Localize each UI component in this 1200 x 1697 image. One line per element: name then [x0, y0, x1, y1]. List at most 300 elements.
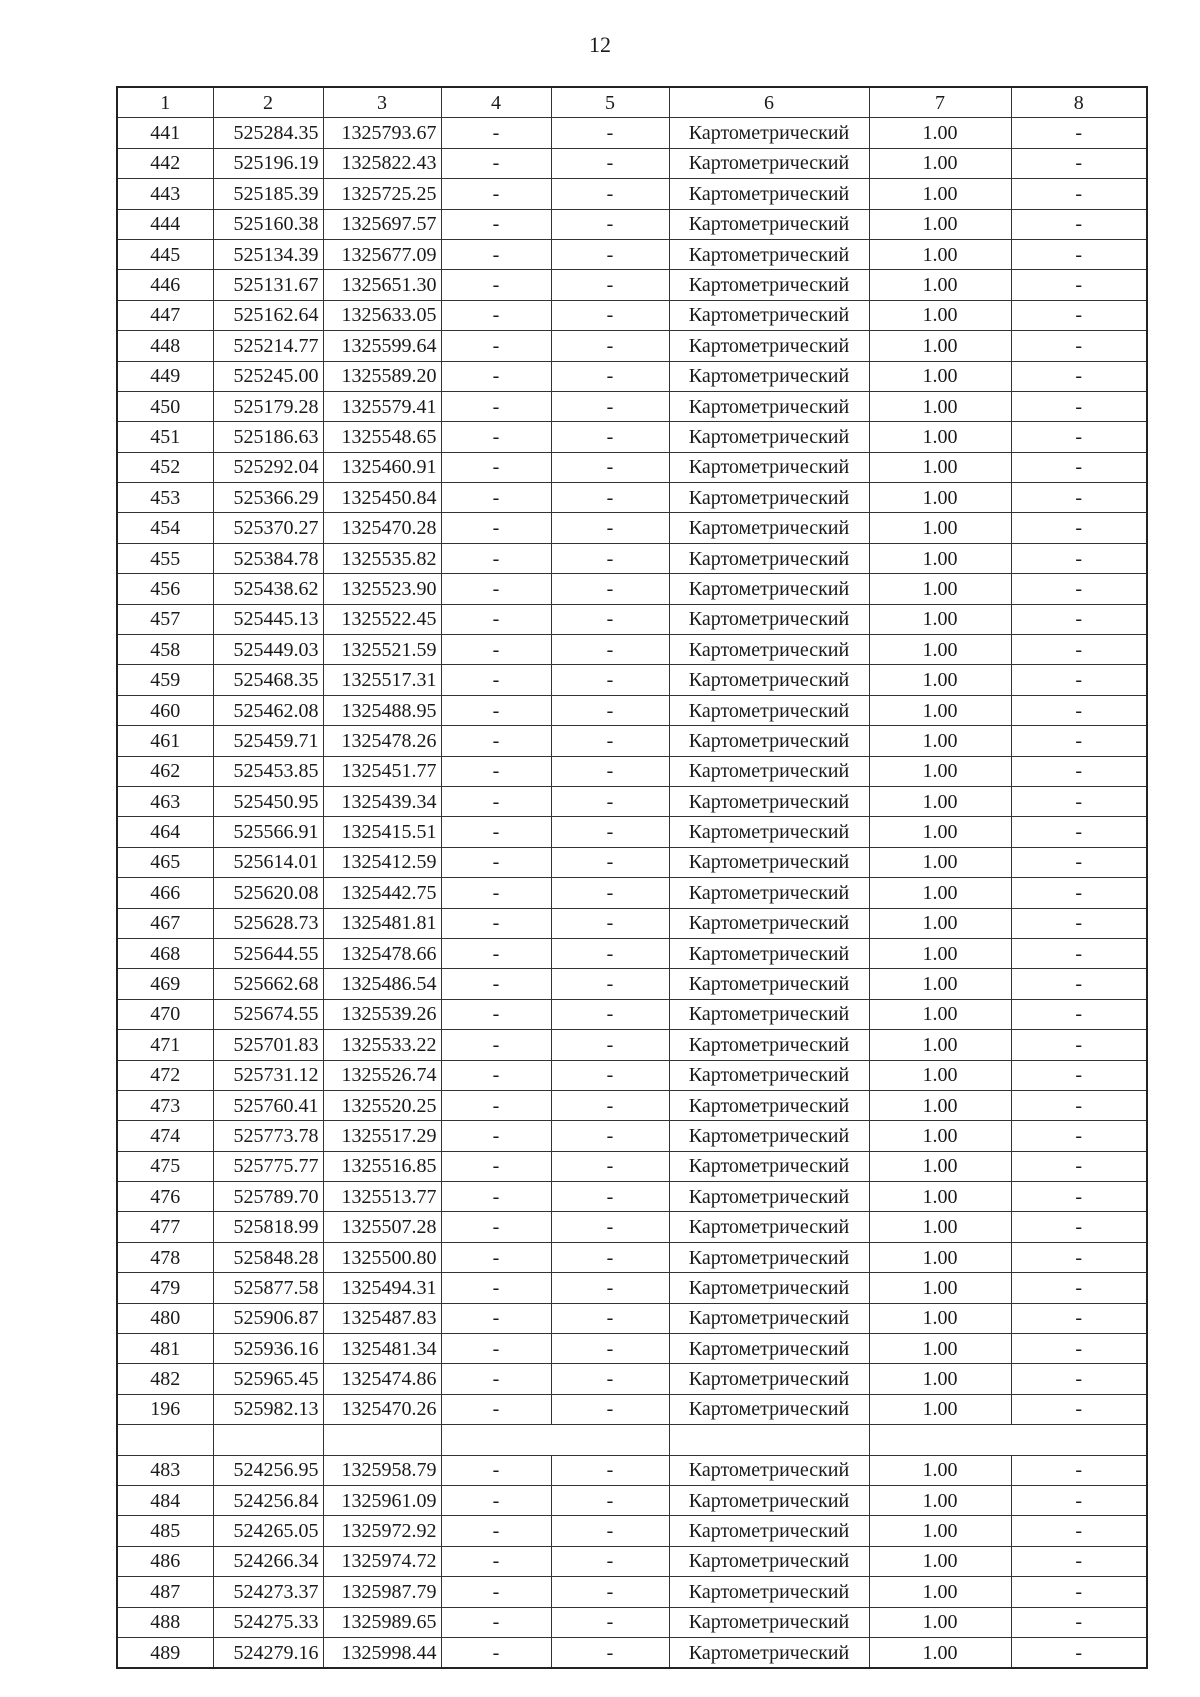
- column-header-5: 5: [551, 87, 669, 118]
- method-cell: Картометрический: [669, 1242, 869, 1272]
- coordinate-x-cell: 525366.29: [213, 483, 323, 513]
- column-4-value-cell: -: [441, 726, 551, 756]
- coordinate-y-cell: 1325488.95: [323, 695, 441, 725]
- column-8-value-cell: -: [1011, 118, 1147, 148]
- column-8-value-cell: -: [1011, 1030, 1147, 1060]
- table-row: [117, 331, 1147, 361]
- column-8-value-cell: -: [1011, 239, 1147, 269]
- column-4-value-cell: -: [441, 209, 551, 239]
- coordinate-x-cell: 525453.85: [213, 756, 323, 786]
- column-5-value-cell: -: [551, 635, 669, 665]
- column-8-value-cell: -: [1011, 635, 1147, 665]
- table-row: [117, 239, 1147, 269]
- coordinate-y-cell: 1325822.43: [323, 148, 441, 178]
- table-row: [117, 209, 1147, 239]
- method-cell: Картометрический: [669, 239, 869, 269]
- table-row: [117, 300, 1147, 330]
- accuracy-cell: 1.00: [869, 665, 1011, 695]
- column-4-value-cell: -: [441, 908, 551, 938]
- column-8-value-cell: -: [1011, 1242, 1147, 1272]
- column-4-value-cell: -: [441, 1121, 551, 1151]
- column-5-value-cell: -: [551, 756, 669, 786]
- coordinate-y-cell: 1325500.80: [323, 1242, 441, 1272]
- point-number-cell: 489: [117, 1637, 213, 1668]
- coordinate-y-cell: 1325548.65: [323, 422, 441, 452]
- method-cell: Картометрический: [669, 878, 869, 908]
- column-8-value-cell: -: [1011, 422, 1147, 452]
- column-4-value-cell: -: [441, 148, 551, 178]
- accuracy-cell: 1.00: [869, 1607, 1011, 1637]
- coordinate-y-cell: 1325697.57: [323, 209, 441, 239]
- method-cell: Картометрический: [669, 148, 869, 178]
- coordinate-x-cell: 525445.13: [213, 604, 323, 634]
- coordinate-y-cell: 1325961.09: [323, 1485, 441, 1515]
- coordinate-y-cell: 1325513.77: [323, 1182, 441, 1212]
- coordinate-y-cell: 1325450.84: [323, 483, 441, 513]
- coordinate-x-cell: 525284.35: [213, 118, 323, 148]
- point-number-cell: 466: [117, 878, 213, 908]
- coordinate-x-cell: 525185.39: [213, 179, 323, 209]
- coordinate-x-cell: 525773.78: [213, 1121, 323, 1151]
- column-4-value-cell: -: [441, 1485, 551, 1515]
- method-cell: Картометрический: [669, 1455, 869, 1485]
- point-number-cell: 443: [117, 179, 213, 209]
- coordinate-x-cell: 525789.70: [213, 1182, 323, 1212]
- table-row: [117, 1090, 1147, 1120]
- coordinate-x-cell: 525701.83: [213, 1030, 323, 1060]
- coordinate-x-cell: 525134.39: [213, 239, 323, 269]
- point-number-cell: 454: [117, 513, 213, 543]
- column-4-value-cell: -: [441, 1364, 551, 1394]
- column-4-value-cell: -: [441, 969, 551, 999]
- column-4-value-cell: -: [441, 1577, 551, 1607]
- column-header-3: 3: [323, 87, 441, 118]
- point-number-cell: 485: [117, 1516, 213, 1546]
- table-row: [117, 604, 1147, 634]
- column-8-value-cell: -: [1011, 209, 1147, 239]
- accuracy-cell: 1.00: [869, 543, 1011, 573]
- coordinate-y-cell: 1325412.59: [323, 847, 441, 877]
- column-8-value-cell: -: [1011, 1060, 1147, 1090]
- column-4-value-cell: -: [441, 513, 551, 543]
- accuracy-cell: 1.00: [869, 270, 1011, 300]
- accuracy-cell: 1.00: [869, 1455, 1011, 1485]
- point-number-cell: 452: [117, 452, 213, 482]
- point-number-cell: 441: [117, 118, 213, 148]
- column-8-value-cell: -: [1011, 1516, 1147, 1546]
- empty-cell: [869, 1425, 1147, 1455]
- column-5-value-cell: -: [551, 1121, 669, 1151]
- coordinate-y-cell: 1325481.34: [323, 1334, 441, 1364]
- column-5-value-cell: -: [551, 239, 669, 269]
- column-5-value-cell: -: [551, 452, 669, 482]
- coordinate-x-cell: 524266.34: [213, 1546, 323, 1576]
- coordinates-table: [116, 86, 1148, 1669]
- accuracy-cell: 1.00: [869, 1334, 1011, 1364]
- column-8-value-cell: -: [1011, 938, 1147, 968]
- coordinate-x-cell: 525468.35: [213, 665, 323, 695]
- coordinate-y-cell: 1325633.05: [323, 300, 441, 330]
- method-cell: Картометрический: [669, 999, 869, 1029]
- coordinate-x-cell: 525936.16: [213, 1334, 323, 1364]
- column-5-value-cell: -: [551, 179, 669, 209]
- method-cell: Картометрический: [669, 1485, 869, 1515]
- point-number-cell: 459: [117, 665, 213, 695]
- coordinate-x-cell: 525384.78: [213, 543, 323, 573]
- point-number-cell: 449: [117, 361, 213, 391]
- table-row: [117, 817, 1147, 847]
- column-5-value-cell: -: [551, 1030, 669, 1060]
- method-cell: Картометрический: [669, 1607, 869, 1637]
- coordinate-y-cell: 1325460.91: [323, 452, 441, 482]
- coordinate-x-cell: 525370.27: [213, 513, 323, 543]
- accuracy-cell: 1.00: [869, 1637, 1011, 1668]
- coordinate-y-cell: 1325521.59: [323, 635, 441, 665]
- accuracy-cell: 1.00: [869, 1090, 1011, 1120]
- table-row: [117, 452, 1147, 482]
- column-5-value-cell: -: [551, 665, 669, 695]
- empty-cell: [323, 1425, 441, 1455]
- method-cell: Картометрический: [669, 604, 869, 634]
- column-8-value-cell: -: [1011, 1637, 1147, 1668]
- point-number-cell: 461: [117, 726, 213, 756]
- coordinate-x-cell: 525982.13: [213, 1394, 323, 1424]
- point-number-cell: 450: [117, 391, 213, 421]
- column-8-value-cell: -: [1011, 179, 1147, 209]
- column-8-value-cell: -: [1011, 1455, 1147, 1485]
- method-cell: Картометрический: [669, 300, 869, 330]
- coordinate-x-cell: 525674.55: [213, 999, 323, 1029]
- table-row: [117, 756, 1147, 786]
- coordinate-y-cell: 1325589.20: [323, 361, 441, 391]
- column-8-value-cell: -: [1011, 1303, 1147, 1333]
- coordinate-y-cell: 1325470.28: [323, 513, 441, 543]
- column-8-value-cell: -: [1011, 452, 1147, 482]
- point-number-cell: 487: [117, 1577, 213, 1607]
- column-8-value-cell: -: [1011, 543, 1147, 573]
- method-cell: Картометрический: [669, 726, 869, 756]
- column-header-8: 8: [1011, 87, 1147, 118]
- point-number-cell: 470: [117, 999, 213, 1029]
- column-5-value-cell: -: [551, 483, 669, 513]
- column-5-value-cell: -: [551, 1090, 669, 1120]
- table-row: [117, 1607, 1147, 1637]
- column-8-value-cell: -: [1011, 817, 1147, 847]
- accuracy-cell: 1.00: [869, 1273, 1011, 1303]
- column-5-value-cell: -: [551, 847, 669, 877]
- method-cell: Картометрический: [669, 1637, 869, 1668]
- coordinate-y-cell: 1325974.72: [323, 1546, 441, 1576]
- method-cell: Картометрический: [669, 938, 869, 968]
- coordinate-x-cell: 525196.19: [213, 148, 323, 178]
- column-4-value-cell: -: [441, 331, 551, 361]
- table-row: [117, 878, 1147, 908]
- column-4-value-cell: -: [441, 452, 551, 482]
- method-cell: Картометрический: [669, 331, 869, 361]
- point-number-cell: 456: [117, 574, 213, 604]
- accuracy-cell: 1.00: [869, 483, 1011, 513]
- accuracy-cell: 1.00: [869, 1182, 1011, 1212]
- column-8-value-cell: -: [1011, 665, 1147, 695]
- column-5-value-cell: -: [551, 817, 669, 847]
- method-cell: Картометрический: [669, 665, 869, 695]
- coordinate-x-cell: 525775.77: [213, 1151, 323, 1181]
- table-row: [117, 1485, 1147, 1515]
- column-8-value-cell: -: [1011, 574, 1147, 604]
- column-8-value-cell: -: [1011, 270, 1147, 300]
- accuracy-cell: 1.00: [869, 817, 1011, 847]
- column-4-value-cell: -: [441, 1212, 551, 1242]
- column-5-value-cell: -: [551, 938, 669, 968]
- coordinate-x-cell: 524256.95: [213, 1455, 323, 1485]
- column-5-value-cell: -: [551, 1060, 669, 1090]
- point-number-cell: 196: [117, 1394, 213, 1424]
- column-header-6: 6: [669, 87, 869, 118]
- point-number-cell: 482: [117, 1364, 213, 1394]
- column-4-value-cell: -: [441, 756, 551, 786]
- column-8-value-cell: -: [1011, 969, 1147, 999]
- point-number-cell: 477: [117, 1212, 213, 1242]
- accuracy-cell: 1.00: [869, 1060, 1011, 1090]
- empty-cell: [117, 1425, 213, 1455]
- column-5-value-cell: -: [551, 422, 669, 452]
- accuracy-cell: 1.00: [869, 452, 1011, 482]
- coordinate-x-cell: 525450.95: [213, 786, 323, 816]
- column-8-value-cell: -: [1011, 1334, 1147, 1364]
- method-cell: Картометрический: [669, 1121, 869, 1151]
- table-row: [117, 1182, 1147, 1212]
- method-cell: Картометрический: [669, 543, 869, 573]
- coordinate-y-cell: 1325651.30: [323, 270, 441, 300]
- accuracy-cell: 1.00: [869, 999, 1011, 1029]
- method-cell: Картометрический: [669, 635, 869, 665]
- column-8-value-cell: -: [1011, 300, 1147, 330]
- table-row: [117, 1364, 1147, 1394]
- column-5-value-cell: -: [551, 1273, 669, 1303]
- column-5-value-cell: -: [551, 1394, 669, 1424]
- table-row: [117, 1394, 1147, 1424]
- table-row: [117, 1516, 1147, 1546]
- column-8-value-cell: -: [1011, 1212, 1147, 1242]
- point-number-cell: 478: [117, 1242, 213, 1272]
- accuracy-cell: 1.00: [869, 878, 1011, 908]
- coordinate-y-cell: 1325507.28: [323, 1212, 441, 1242]
- column-8-value-cell: -: [1011, 1607, 1147, 1637]
- column-5-value-cell: -: [551, 878, 669, 908]
- coordinate-y-cell: 1325793.67: [323, 118, 441, 148]
- column-8-value-cell: -: [1011, 999, 1147, 1029]
- page-number: 12: [589, 32, 611, 57]
- coordinate-x-cell: 525449.03: [213, 635, 323, 665]
- column-4-value-cell: -: [441, 239, 551, 269]
- table-row: [117, 543, 1147, 573]
- column-8-value-cell: -: [1011, 1364, 1147, 1394]
- column-4-value-cell: -: [441, 574, 551, 604]
- method-cell: Картометрический: [669, 1182, 869, 1212]
- point-number-cell: 467: [117, 908, 213, 938]
- table-row: [117, 1546, 1147, 1576]
- coordinate-y-cell: 1325972.92: [323, 1516, 441, 1546]
- point-number-cell: 455: [117, 543, 213, 573]
- column-4-value-cell: -: [441, 1516, 551, 1546]
- column-4-value-cell: -: [441, 361, 551, 391]
- column-8-value-cell: -: [1011, 331, 1147, 361]
- point-number-cell: 472: [117, 1060, 213, 1090]
- coordinate-x-cell: 524279.16: [213, 1637, 323, 1668]
- point-number-cell: 446: [117, 270, 213, 300]
- coordinate-y-cell: 1325517.31: [323, 665, 441, 695]
- column-5-value-cell: -: [551, 1364, 669, 1394]
- point-number-cell: 451: [117, 422, 213, 452]
- column-8-value-cell: -: [1011, 695, 1147, 725]
- table-row: [117, 148, 1147, 178]
- column-8-value-cell: -: [1011, 148, 1147, 178]
- column-5-value-cell: -: [551, 1577, 669, 1607]
- point-number-cell: 486: [117, 1546, 213, 1576]
- method-cell: Картометрический: [669, 118, 869, 148]
- column-5-value-cell: -: [551, 361, 669, 391]
- coordinate-x-cell: 525131.67: [213, 270, 323, 300]
- column-5-value-cell: -: [551, 1455, 669, 1485]
- column-4-value-cell: -: [441, 817, 551, 847]
- method-cell: Картометрический: [669, 1303, 869, 1333]
- column-4-value-cell: -: [441, 938, 551, 968]
- column-4-value-cell: -: [441, 1546, 551, 1576]
- accuracy-cell: 1.00: [869, 331, 1011, 361]
- column-5-value-cell: -: [551, 1334, 669, 1364]
- accuracy-cell: 1.00: [869, 1303, 1011, 1333]
- method-cell: Картометрический: [669, 1212, 869, 1242]
- accuracy-cell: 1.00: [869, 1151, 1011, 1181]
- column-8-value-cell: -: [1011, 1090, 1147, 1120]
- point-number-cell: 476: [117, 1182, 213, 1212]
- coordinate-x-cell: 524265.05: [213, 1516, 323, 1546]
- column-5-value-cell: -: [551, 391, 669, 421]
- coordinate-x-cell: 524273.37: [213, 1577, 323, 1607]
- column-5-value-cell: -: [551, 1242, 669, 1272]
- column-4-value-cell: -: [441, 1060, 551, 1090]
- column-5-value-cell: -: [551, 270, 669, 300]
- column-8-value-cell: -: [1011, 1121, 1147, 1151]
- coordinate-y-cell: 1325522.45: [323, 604, 441, 634]
- table-row: [117, 665, 1147, 695]
- table-separator-row: [117, 1425, 1147, 1455]
- accuracy-cell: 1.00: [869, 239, 1011, 269]
- method-cell: Картометрический: [669, 1151, 869, 1181]
- accuracy-cell: 1.00: [869, 604, 1011, 634]
- accuracy-cell: 1.00: [869, 786, 1011, 816]
- column-5-value-cell: -: [551, 543, 669, 573]
- table-row: [117, 1577, 1147, 1607]
- coordinate-y-cell: 1325478.26: [323, 726, 441, 756]
- accuracy-cell: 1.00: [869, 513, 1011, 543]
- accuracy-cell: 1.00: [869, 391, 1011, 421]
- column-5-value-cell: -: [551, 1546, 669, 1576]
- coordinate-x-cell: 525906.87: [213, 1303, 323, 1333]
- column-4-value-cell: -: [441, 1607, 551, 1637]
- table-row: [117, 908, 1147, 938]
- coordinate-y-cell: 1325998.44: [323, 1637, 441, 1668]
- column-header-7: 7: [869, 87, 1011, 118]
- column-8-value-cell: -: [1011, 908, 1147, 938]
- column-4-value-cell: -: [441, 1151, 551, 1181]
- column-header-4: 4: [441, 87, 551, 118]
- coordinate-y-cell: 1325442.75: [323, 878, 441, 908]
- column-5-value-cell: -: [551, 969, 669, 999]
- accuracy-cell: 1.00: [869, 148, 1011, 178]
- column-5-value-cell: -: [551, 1485, 669, 1515]
- coordinate-x-cell: 525628.73: [213, 908, 323, 938]
- column-4-value-cell: -: [441, 847, 551, 877]
- column-4-value-cell: -: [441, 483, 551, 513]
- coordinate-y-cell: 1325481.81: [323, 908, 441, 938]
- table-row: [117, 422, 1147, 452]
- column-4-value-cell: -: [441, 999, 551, 1029]
- coordinate-y-cell: 1325523.90: [323, 574, 441, 604]
- point-number-cell: 465: [117, 847, 213, 877]
- column-5-value-cell: -: [551, 574, 669, 604]
- accuracy-cell: 1.00: [869, 938, 1011, 968]
- method-cell: Картометрический: [669, 483, 869, 513]
- table-row: [117, 118, 1147, 148]
- column-5-value-cell: -: [551, 209, 669, 239]
- method-cell: Картометрический: [669, 1364, 869, 1394]
- coordinate-x-cell: 525186.63: [213, 422, 323, 452]
- coordinate-y-cell: 1325415.51: [323, 817, 441, 847]
- method-cell: Картометрический: [669, 1577, 869, 1607]
- table-row: [117, 574, 1147, 604]
- coordinate-y-cell: 1325958.79: [323, 1455, 441, 1485]
- column-8-value-cell: -: [1011, 1394, 1147, 1424]
- accuracy-cell: 1.00: [869, 1364, 1011, 1394]
- column-8-value-cell: -: [1011, 1577, 1147, 1607]
- column-5-value-cell: -: [551, 695, 669, 725]
- column-4-value-cell: -: [441, 635, 551, 665]
- method-cell: Картометрический: [669, 969, 869, 999]
- column-5-value-cell: -: [551, 726, 669, 756]
- column-5-value-cell: -: [551, 1212, 669, 1242]
- column-4-value-cell: -: [441, 1303, 551, 1333]
- column-4-value-cell: -: [441, 391, 551, 421]
- method-cell: Картометрический: [669, 209, 869, 239]
- empty-cell: [669, 1425, 869, 1455]
- column-4-value-cell: -: [441, 786, 551, 816]
- point-number-cell: 464: [117, 817, 213, 847]
- point-number-cell: 479: [117, 1273, 213, 1303]
- coordinate-x-cell: 525877.58: [213, 1273, 323, 1303]
- table-row: [117, 1637, 1147, 1668]
- table-row: [117, 483, 1147, 513]
- point-number-cell: 444: [117, 209, 213, 239]
- column-4-value-cell: -: [441, 1182, 551, 1212]
- accuracy-cell: 1.00: [869, 756, 1011, 786]
- coordinate-y-cell: 1325486.54: [323, 969, 441, 999]
- point-number-cell: 481: [117, 1334, 213, 1364]
- column-4-value-cell: -: [441, 665, 551, 695]
- method-cell: Картометрический: [669, 179, 869, 209]
- coordinate-x-cell: 525459.71: [213, 726, 323, 756]
- column-5-value-cell: -: [551, 1151, 669, 1181]
- method-cell: Картометрический: [669, 391, 869, 421]
- point-number-cell: 468: [117, 938, 213, 968]
- table-row: [117, 391, 1147, 421]
- column-4-value-cell: -: [441, 1273, 551, 1303]
- column-4-value-cell: -: [441, 1334, 551, 1364]
- point-number-cell: 447: [117, 300, 213, 330]
- column-8-value-cell: -: [1011, 604, 1147, 634]
- point-number-cell: 448: [117, 331, 213, 361]
- coordinate-x-cell: 525162.64: [213, 300, 323, 330]
